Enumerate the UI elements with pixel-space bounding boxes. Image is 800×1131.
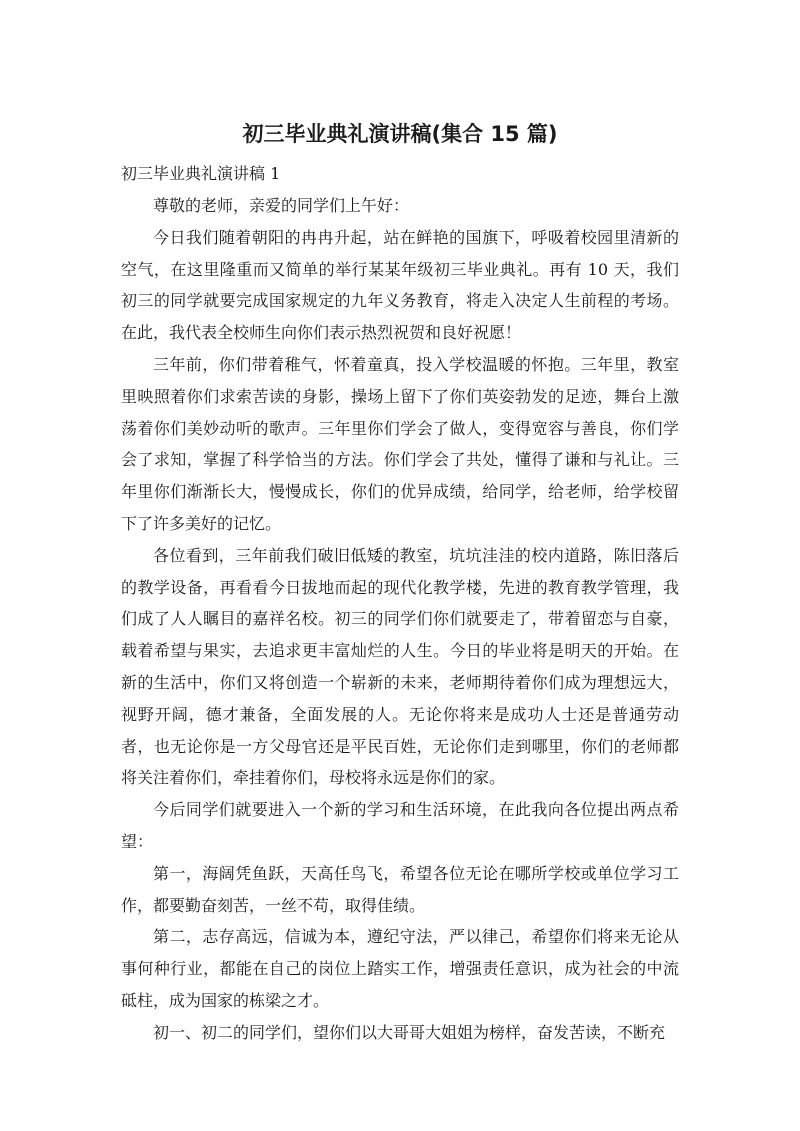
- paragraph: 第二，志存高远，信诚为本，遵纪守法，严以律己，希望你们将来无论从事何种行业，都能在自己的岗位上踏实工作，增强责任意识，成为社会的中流砥柱，成为国家的栋梁之才。: [121, 927, 679, 1010]
- paragraph: 第一，海阔凭鱼跃，天高任鸟飞，希望各位无论在哪所学校或单位学习工作，都要勤奋刻苦，一丝不苟，取得佳绩。: [121, 863, 679, 915]
- paragraph: 各位看到，三年前我们破旧低矮的教室，坑坑洼洼的校内道路，陈旧落后的教学设备，再看看今日拔地而起的现代化教学楼，先进的教育教学管理，我们成了人人瞩目的嘉祥名校。初三的同学们你们就要走了，带着留恋与自豪，载着希望与果实，去追求更丰富灿烂的人生。今日的毕业将是明天的开始。在新的生活中，你们又将创造一个崭新的未来，老师期待着你们成为理想远大，视野开阔，德才兼备，全面发展的人。无论你将来是成功人士还是普通劳动者，也无论你是一方父母官还是平民百姓，无论你们走到哪里，你们的老师都将关注着你们，牵挂着你们，母校将永远是你们的家。: [121, 545, 679, 788]
- document-body: [121, 190, 679, 1049]
- paragraph-greeting: 尊敬的老师，亲爱的同学们上午好：: [153, 196, 410, 215]
- document-title: 初三毕业典礼演讲稿(集合 15 篇): [242, 122, 558, 146]
- section-heading: 初三毕业典礼演讲稿 1: [121, 164, 281, 183]
- paragraph: 三年前，你们带着稚气，怀着童真，投入学校温暖的怀抱。三年里，教室里映照着你们求索苦读的身影，操场上留下了你们英姿勃发的足迹，舞台上激荡着你们美妙动听的歌声。三年里你们学会了做人，变得宽容与善良，你们学会了求知，掌握了科学恰当的方法。你们学会了共处，懂得了谦和与礼让。三年里你们渐渐长大，慢慢成长，你们的优异成绩，给同学，给老师，给学校留下了许多美好的记忆。: [121, 354, 679, 533]
- paragraph: 初一、初二的同学们，望你们以大哥哥大姐姐为榜样，奋发苦读，不断充: [153, 1022, 666, 1042]
- paragraph: 今日我们随着朝阳的冉冉升起，站在鲜艳的国旗下，呼吸着校园里清新的空气，在这里隆重而又简单的举行某某年级初三毕业典礼。再有 10 天，我们初三的同学就要完成国家规定的九年义务教育，将走入决定人生前程的考场。在此，我代表全校师生向你们表示热烈祝贺和良好祝愿！: [121, 227, 679, 343]
- paragraph: 今后同学们就要进入一个新的学习和生活环境，在此我向各位提出两点希望：: [121, 800, 679, 851]
